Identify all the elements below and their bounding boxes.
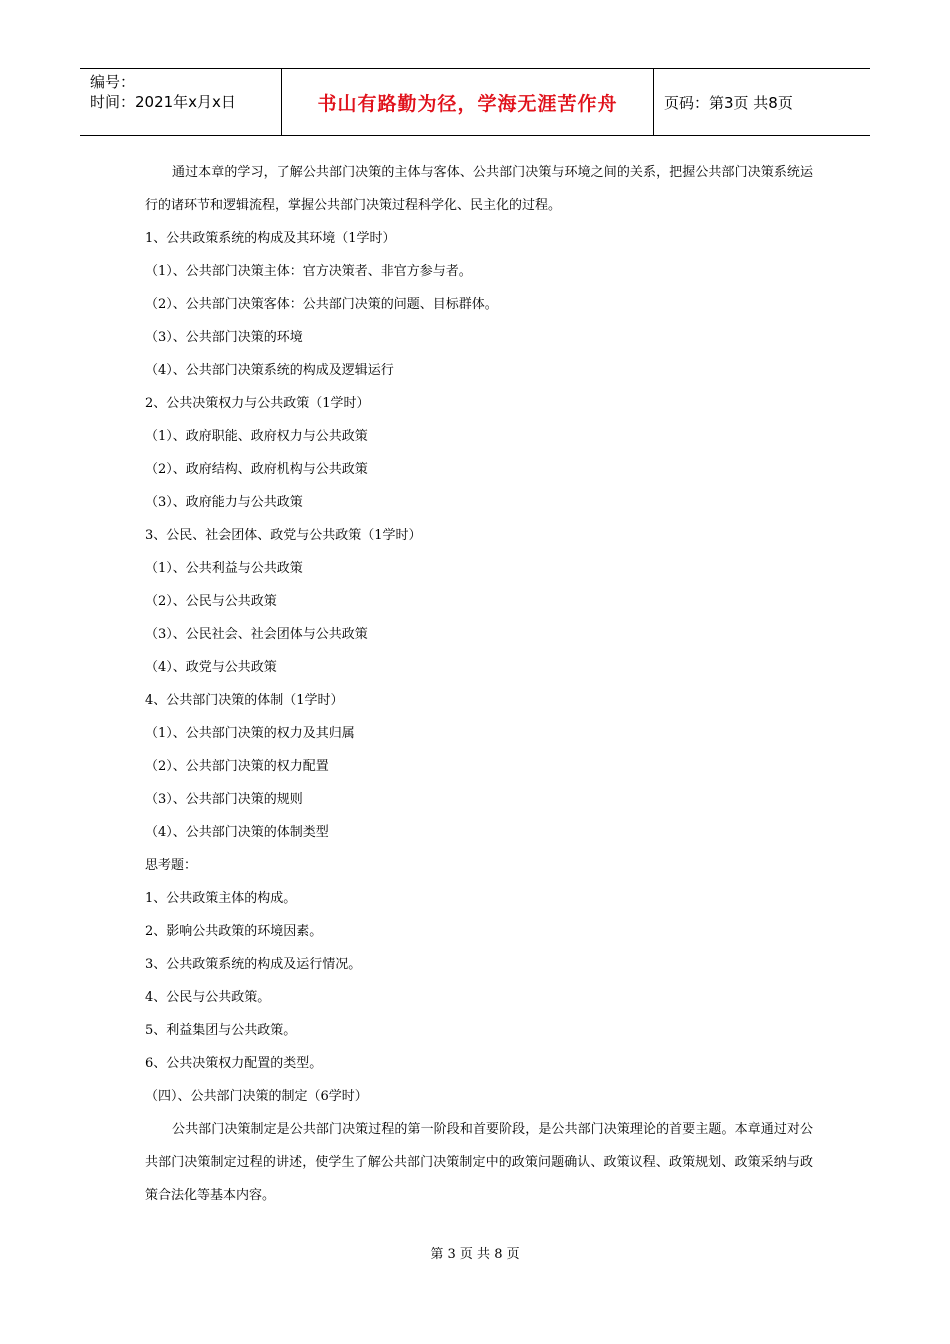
chapter-intro-paragraph: 公共部门决策制定是公共部门决策过程的第一阶段和首要阶段，是公共部门决策理论的首要主题。本章通过对公共部门决策制定过程的讲述，使学生了解公共部门决策制定中的政策问题确认、政策议程、政策规划、政策采纳与政策合法化等基本内容。: [145, 1122, 813, 1203]
page-footer: 第 3 页 共 8 页: [430, 1247, 520, 1262]
question-item: 3、公共政策系统的构成及运行情况。: [145, 957, 362, 972]
list-item: （1）、公共部门决策的权力及其归属: [145, 726, 355, 741]
question-item: 6、公共决策权力配置的类型。: [145, 1056, 323, 1071]
list-item: （3）、公民社会、社会团体与公共政策: [145, 627, 368, 642]
list-item: （4）、政党与公共政策: [145, 660, 277, 675]
chapter-heading: （四）、公共部门决策的制定（6学时）: [145, 1089, 368, 1104]
list-item: （3）、公共部门决策的环境: [145, 330, 303, 345]
list-item: （3）、公共部门决策的规则: [145, 792, 303, 807]
section-heading-2: 2、公共决策权力与公共政策（1学时）: [145, 396, 370, 411]
date-label: 时间：2021年x月x日: [90, 93, 236, 111]
section-heading-4: 4、公共部门决策的体制（1学时）: [145, 693, 344, 708]
list-item: （2）、政府结构、政府机构与公共政策: [145, 462, 368, 477]
question-item: 2、影响公共政策的环境因素。: [145, 924, 323, 939]
document-body: [145, 156, 813, 1212]
question-item: 5、利益集团与公共政策。: [145, 1023, 297, 1038]
page-code: 页码：第3页 共8页: [664, 93, 793, 112]
list-item: （2）、公民与公共政策: [145, 594, 277, 609]
header-meta: [80, 69, 281, 135]
list-item: （1）、政府职能、政府权力与公共政策: [145, 429, 368, 444]
list-item: （2）、公共部门决策的权力配置: [145, 759, 329, 774]
list-item: （2）、公共部门决策客体：公共部门决策的问题、目标群体。: [145, 297, 498, 312]
question-item: 1、公共政策主体的构成。: [145, 891, 297, 906]
questions-heading: 思考题：: [145, 858, 198, 873]
list-item: （1）、公共部门决策主体：官方决策者、非官方参与者。: [145, 264, 472, 279]
list-item: （4）、公共部门决策系统的构成及逻辑运行: [145, 363, 394, 378]
page-header: [80, 68, 870, 136]
list-item: （1）、公共利益与公共政策: [145, 561, 303, 576]
section-heading-3: 3、公民、社会团体、政党与公共政策（1学时）: [145, 528, 422, 543]
motto: 书山有路勤为径，学海无涯苦作舟: [281, 69, 654, 135]
number-label: 编号：: [90, 73, 136, 91]
list-item: （3）、政府能力与公共政策: [145, 495, 303, 510]
section-heading-1: 1、公共政策系统的构成及其环境（1学时）: [145, 231, 396, 246]
question-item: 4、公民与公共政策。: [145, 990, 271, 1005]
list-item: （4）、公共部门决策的体制类型: [145, 825, 329, 840]
intro-paragraph: 通过本章的学习，了解公共部门决策的主体与客体、公共部门决策与环境之间的关系，把握公共部门决策系统运行的诸环节和逻辑流程，掌握公共部门决策过程科学化、民主化的过程。: [145, 165, 813, 213]
